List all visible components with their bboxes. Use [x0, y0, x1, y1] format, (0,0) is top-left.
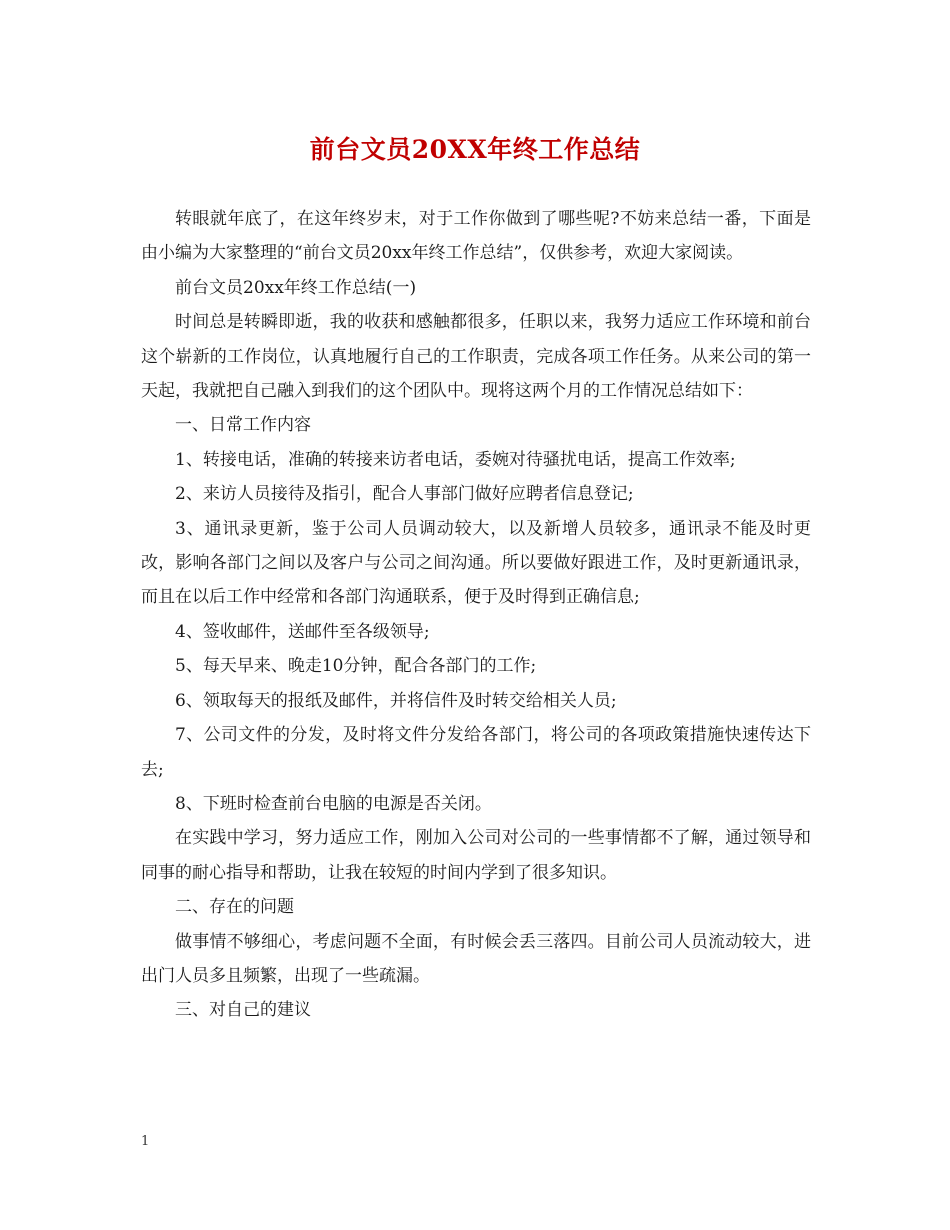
page-number: 1 — [141, 1134, 150, 1149]
list-item: 7、公司文件的分发，及时将文件分发给各部门，将公司的各项政策措施快速传达下去; — [141, 725, 811, 780]
list-item: 2、来访人员接待及指引，配合人事部门做好应聘者信息登记; — [175, 484, 634, 505]
body-paragraph: 在实践中学习，努力适应工作，刚加入公司对公司的一些事情都不了解，通过领导和同事的耐心指导和帮助，让我在较短的时间内学到了很多知识。 — [141, 828, 811, 883]
list-item: 6、领取每天的报纸及邮件，并将信件及时转交给相关人员; — [175, 690, 617, 711]
list-item: 8、下班时检查前台电脑的电源是否关闭。 — [175, 793, 492, 814]
document-title: 前台文员20XX年终工作总结 — [309, 135, 641, 164]
list-item: 5、每天早来、晚走10分钟，配合各部门的工作; — [175, 656, 537, 677]
section-heading: 二、存在的问题 — [175, 897, 294, 918]
section-heading: 三、对自己的建议 — [175, 1000, 311, 1021]
body-paragraph: 做事情不够细心，考虑问题不全面，有时候会丢三落四。目前公司人员流动较大，进出门人员多且频繁，出现了一些疏漏。 — [141, 931, 811, 986]
list-item: 1、转接电话，准确的转接来访者电话，委婉对待骚扰电话，提高工作效率; — [175, 449, 736, 470]
section-heading: 一、日常工作内容 — [175, 415, 311, 436]
body-paragraph: 时间总是转瞬即逝，我的收获和感触都很多，任职以来，我努力适应工作环境和前台这个崭新的工作岗位，认真地履行自己的工作职责，完成各项工作任务。从来公司的第一天起，我就把自己融入到我们的这个团队中。现将这两个月的工作情况总结如下： — [141, 312, 811, 402]
document-body — [141, 202, 811, 1028]
intro-paragraph: 转眼就年底了，在这年终岁末，对于工作你做到了哪些呢?不妨来总结一番，下面是由小编为大家整理的“前台文员20xx年终工作总结”，仅供参考，欢迎大家阅读。 — [141, 209, 811, 264]
section-heading: 前台文员20xx年终工作总结(一) — [175, 277, 417, 298]
list-item: 4、签收邮件，送邮件至各级领导; — [175, 621, 430, 642]
list-item: 3、通讯录更新，鉴于公司人员调动较大，以及新增人员较多，通讯录不能及时更改，影响各部门之间以及客户与公司之间沟通。所以要做好跟进工作，及时更新通讯录，而且在以后工作中经常和各部门沟通联系，便于及时得到正确信息; — [141, 518, 811, 608]
